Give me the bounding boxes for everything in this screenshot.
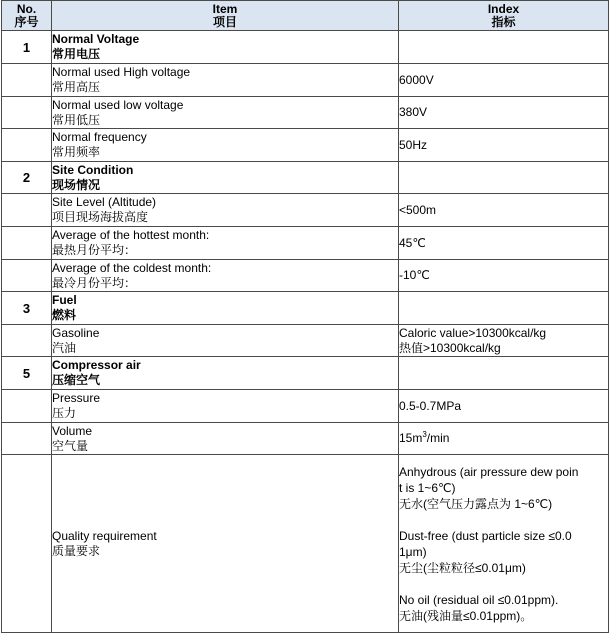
section-number: 2 bbox=[2, 162, 52, 194]
item-label: Volume 空气量 bbox=[52, 423, 399, 455]
item-label: Pressure 压力 bbox=[52, 390, 399, 423]
section-title: Compressor air 压缩空气 bbox=[52, 357, 399, 390]
item-value: 380V bbox=[399, 97, 609, 129]
header-no: No. 序号 bbox=[2, 1, 52, 31]
item-label: Average of the hottest month: 最热月份平均： bbox=[52, 227, 399, 260]
header-row bbox=[2, 1, 609, 31]
section-number: 3 bbox=[2, 292, 52, 325]
item-value: 45℃ bbox=[399, 227, 609, 260]
section-row bbox=[2, 31, 609, 64]
item-label: Quality requirement 质量要求 bbox=[52, 455, 399, 633]
section-value bbox=[399, 162, 609, 194]
table-row bbox=[2, 227, 609, 260]
item-value: $15m^3/\min$ bbox=[399, 423, 609, 455]
section-number: 5 bbox=[2, 357, 52, 390]
section-row bbox=[2, 357, 609, 390]
table-row bbox=[2, 325, 609, 357]
table-row bbox=[2, 390, 609, 423]
section-value bbox=[399, 292, 609, 325]
section-row bbox=[2, 162, 609, 194]
section-number: 1 bbox=[2, 31, 52, 64]
header-item: Item 项目 bbox=[52, 1, 399, 31]
item-value: <500m bbox=[399, 194, 609, 227]
item-label: Gasoline 汽油 bbox=[52, 325, 399, 357]
section-title: Fuel 燃料 bbox=[52, 292, 399, 325]
table-row bbox=[2, 260, 609, 292]
spec-table bbox=[1, 0, 609, 633]
item-label: Normal frequency 常用频率 bbox=[52, 129, 399, 162]
table-row bbox=[2, 64, 609, 97]
section-row bbox=[2, 292, 609, 325]
section-title: Site Condition 现场情况 bbox=[52, 162, 399, 194]
item-value: -10℃ bbox=[399, 260, 609, 292]
table-row bbox=[2, 423, 609, 455]
quality-requirements: Anhydrous (air pressure dew poin t is 1~6℃) 无水(空气压力露点为 1~6℃) Dust-free (dust particle size ≤0.0 1μm) 无尘(尘粒粒径≤0.01μm) No oil (residual oil ≤0.01ppm). 无油(残油量≤0.01ppm)。 bbox=[399, 455, 609, 633]
item-label: Site Level (Altitude) 项目现场海拔高度 bbox=[52, 194, 399, 227]
header-index: Index 指标 bbox=[399, 1, 609, 31]
item-label: Average of the coldest month: 最冷月份平均： bbox=[52, 260, 399, 292]
table-row bbox=[2, 194, 609, 227]
section-title: Normal Voltage 常用电压 bbox=[52, 31, 399, 64]
item-label: Normal used low voltage 常用低压 bbox=[52, 97, 399, 129]
item-value: 6000V bbox=[399, 64, 609, 97]
table-row bbox=[2, 455, 609, 633]
section-value bbox=[399, 357, 609, 390]
item-value: 50Hz bbox=[399, 129, 609, 162]
section-value bbox=[399, 31, 609, 64]
item-label: Normal used High voltage 常用高压 bbox=[52, 64, 399, 97]
table-row bbox=[2, 97, 609, 129]
item-value: Caloric value>10300kcal/kg 热值>10300kcal/kg bbox=[399, 325, 609, 357]
table-row bbox=[2, 129, 609, 162]
item-value: 0.5-0.7MPa bbox=[399, 390, 609, 423]
